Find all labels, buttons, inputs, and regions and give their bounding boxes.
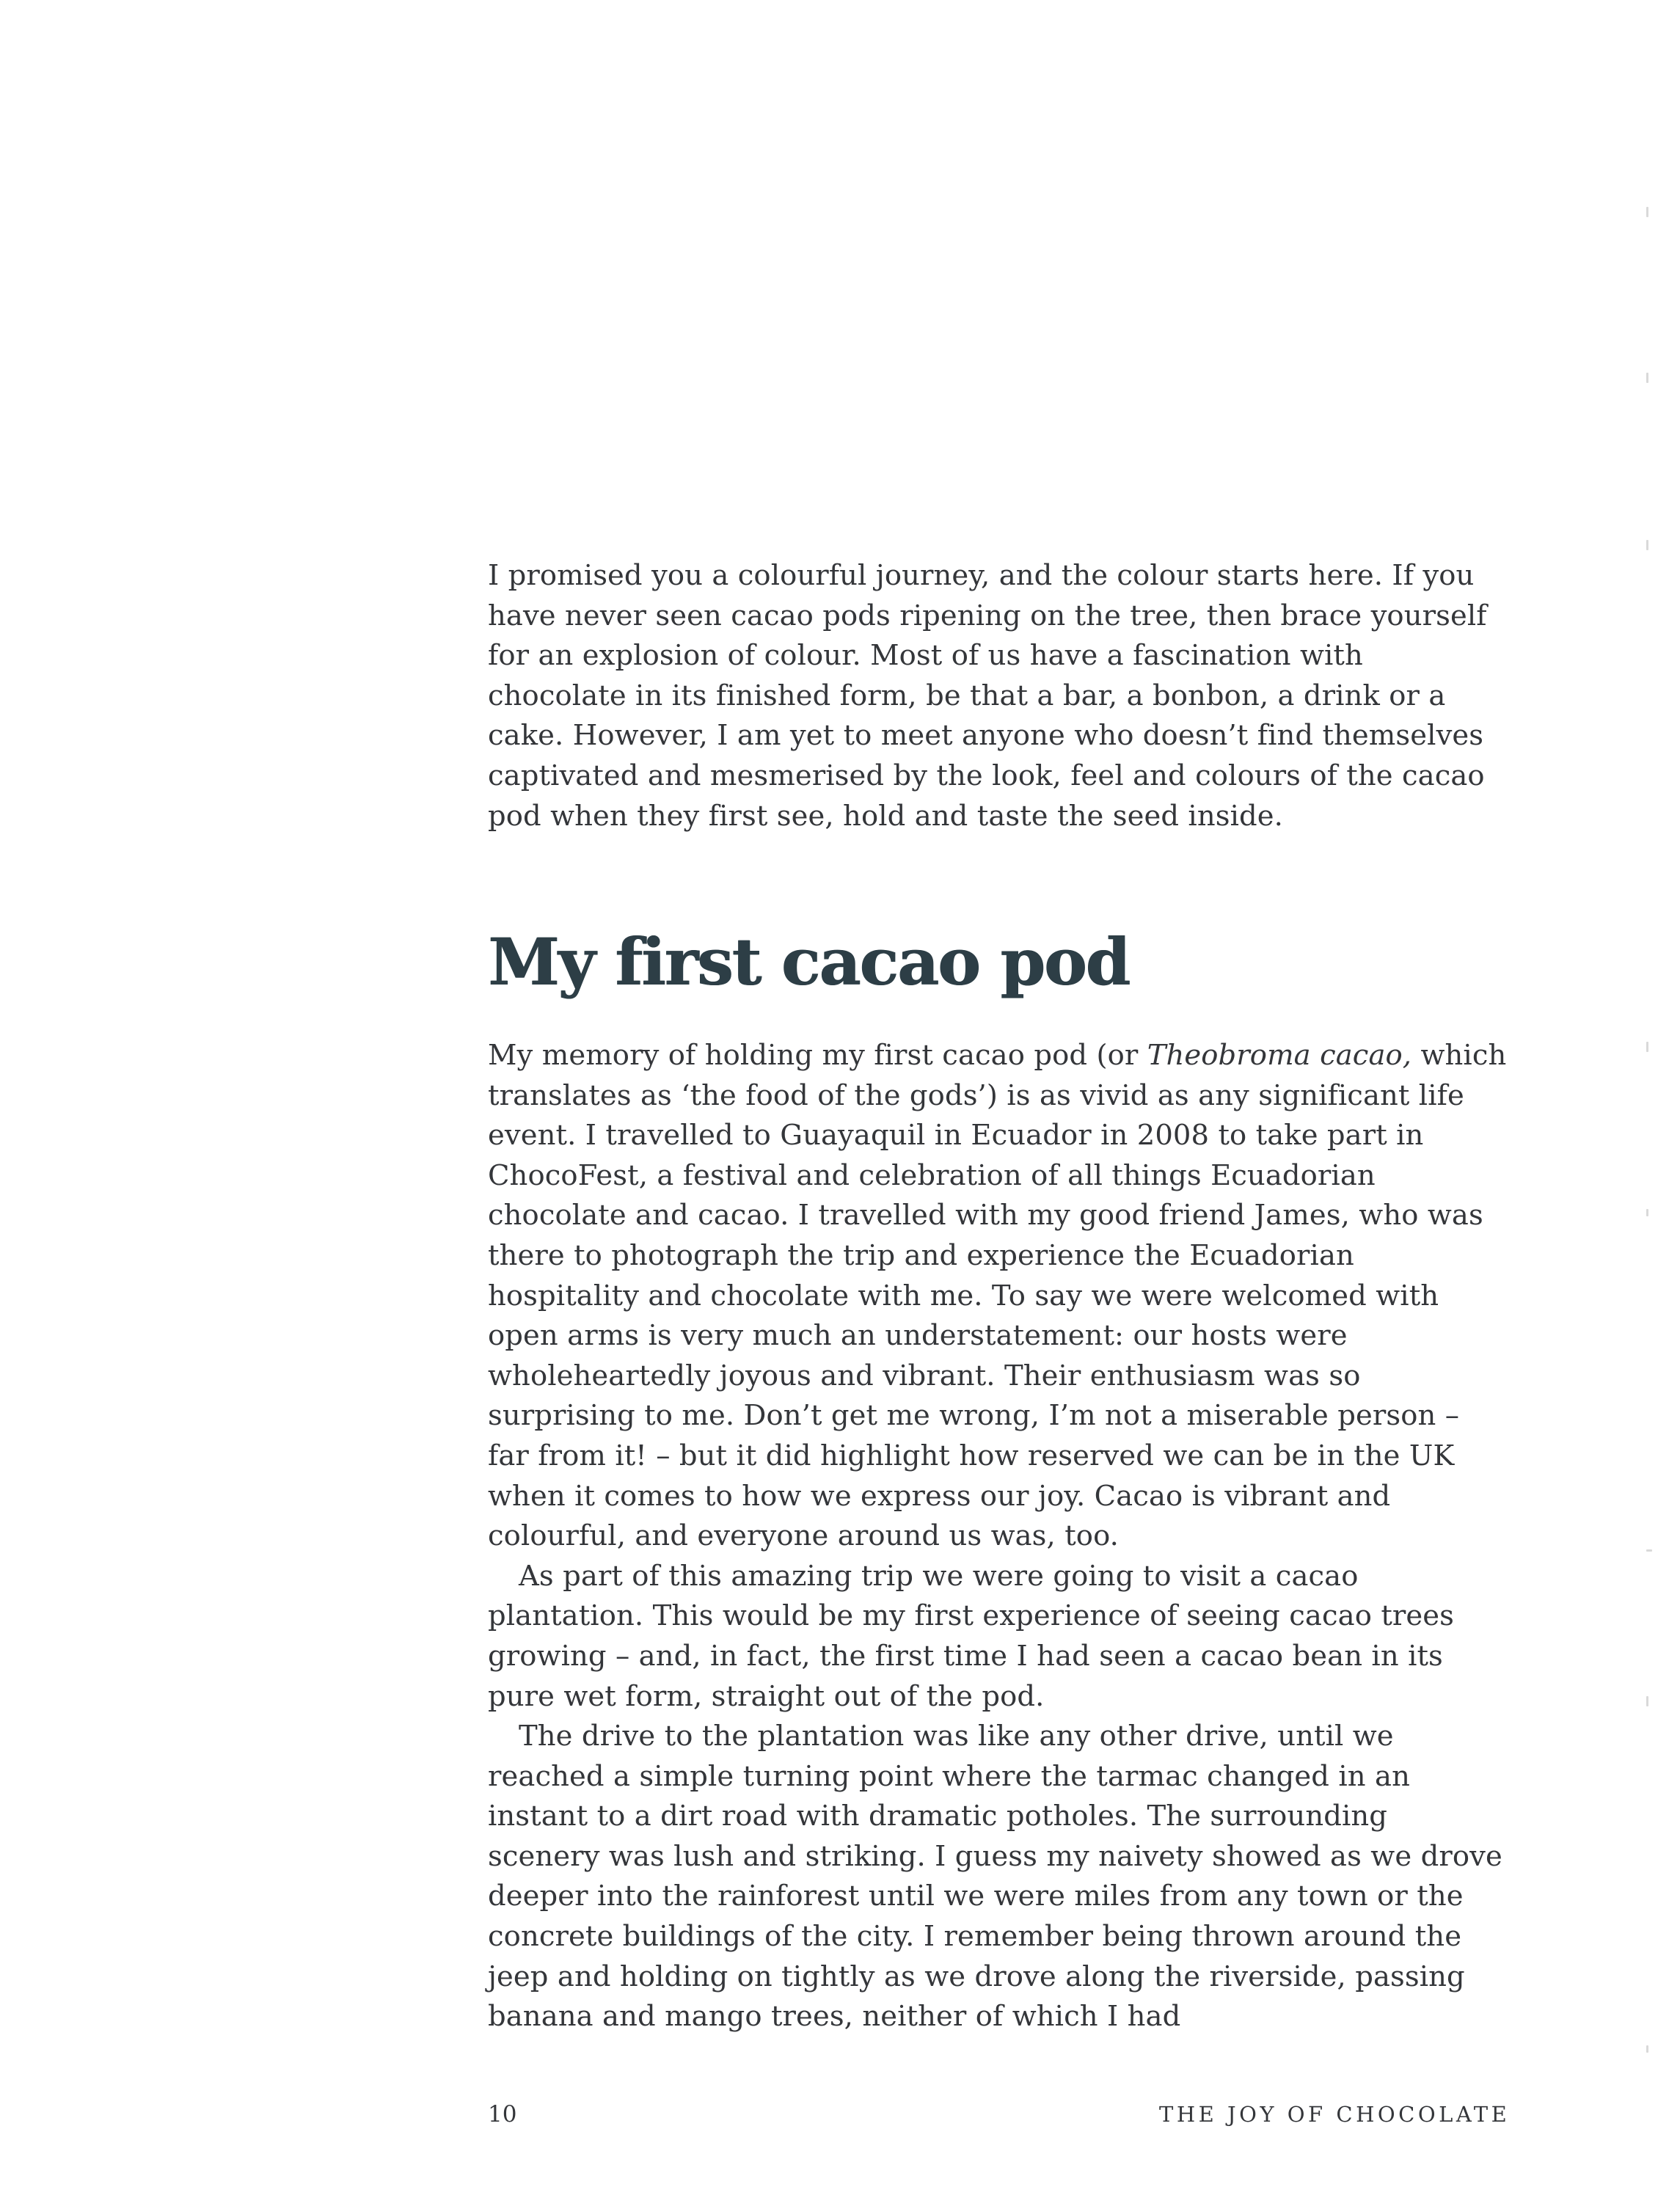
scan-mark bbox=[1646, 540, 1648, 550]
page-number: 10 bbox=[488, 2101, 517, 2128]
scan-mark bbox=[1646, 1209, 1648, 1216]
scan-mark bbox=[1646, 207, 1648, 217]
body-paragraph-3: The drive to the plantation was like any other drive, until we reached a simple turning point where the tarmac changed in an instant to a dirt road with dramatic potholes. The surrounding scenery was lush and striking. I guess my naivety showed as we drove deeper into the rainforest until we were miles from any town or the concrete buildings of the city. I remember being thrown around the jeep and holding on tightly as we drove along the riverside, passing banana and mango trees, neither of which I had bbox=[488, 1720, 1502, 2034]
scan-mark bbox=[1646, 2045, 1648, 2053]
section-body bbox=[488, 1036, 1508, 2037]
body-paragraph-2: As part of this amazing trip we were going to visit a cacao plantation. This would be my first experience of seeing cacao trees growing – and, in fact, the first time I had seen a cacao bean in its pure wet form, straight out of the pod. bbox=[488, 1559, 1455, 1713]
para1-rest: which translates as ‘the food of the gods’) is as vivid as any significant life event. I travelled to Guayaquil in Ecuador in 2008 to take part in ChocoFest, a festival and celebration of all things Ecuadorian chocolate and cacao. I travelled with my good friend James, who was there to photograph the trip and experience the Ecuadorian hospitality and chocolate with me. To say we were welcomed with open arms is very much an understatement: our hosts were wholeheartedly joyous and vibrant. Their enthusiasm was so surprising to me. Don’t get me wrong, I’m not a miserable person – far from it! – but it did highlight how reserved we can be in the UK when it comes to how we express our joy. Cacao is vibrant and colourful, and everyone around us was, too. bbox=[488, 1039, 1507, 1553]
scientific-name: Theobroma cacao, bbox=[1147, 1039, 1412, 1072]
section-heading: My first cacao pod bbox=[488, 924, 1129, 1000]
scan-mark bbox=[1646, 1042, 1648, 1052]
body-paragraph-1 bbox=[488, 1036, 1508, 1557]
intro-paragraph: I promised you a colourful journey, and the colour starts here. If you have never seen cacao pods ripening on the tree, then brace yourself for an explosion of colour. Most of us have a fascination with chocolate in its finished form, be that a bar, a bonbon, a drink or a cake. However, I am yet to meet anyone who doesn’t find themselves captivated and mesmerised by the look, feel and colours of the cacao pod when they first see, hold and taste the seed inside. bbox=[488, 559, 1487, 833]
scan-mark bbox=[1646, 1696, 1648, 1706]
para1-start: My memory of holding my first cacao pod (or bbox=[488, 1039, 1147, 1072]
running-head: THE JOY OF CHOCOLATE bbox=[1159, 2102, 1511, 2127]
scan-mark bbox=[1646, 1549, 1652, 1552]
scan-mark bbox=[1646, 373, 1648, 383]
